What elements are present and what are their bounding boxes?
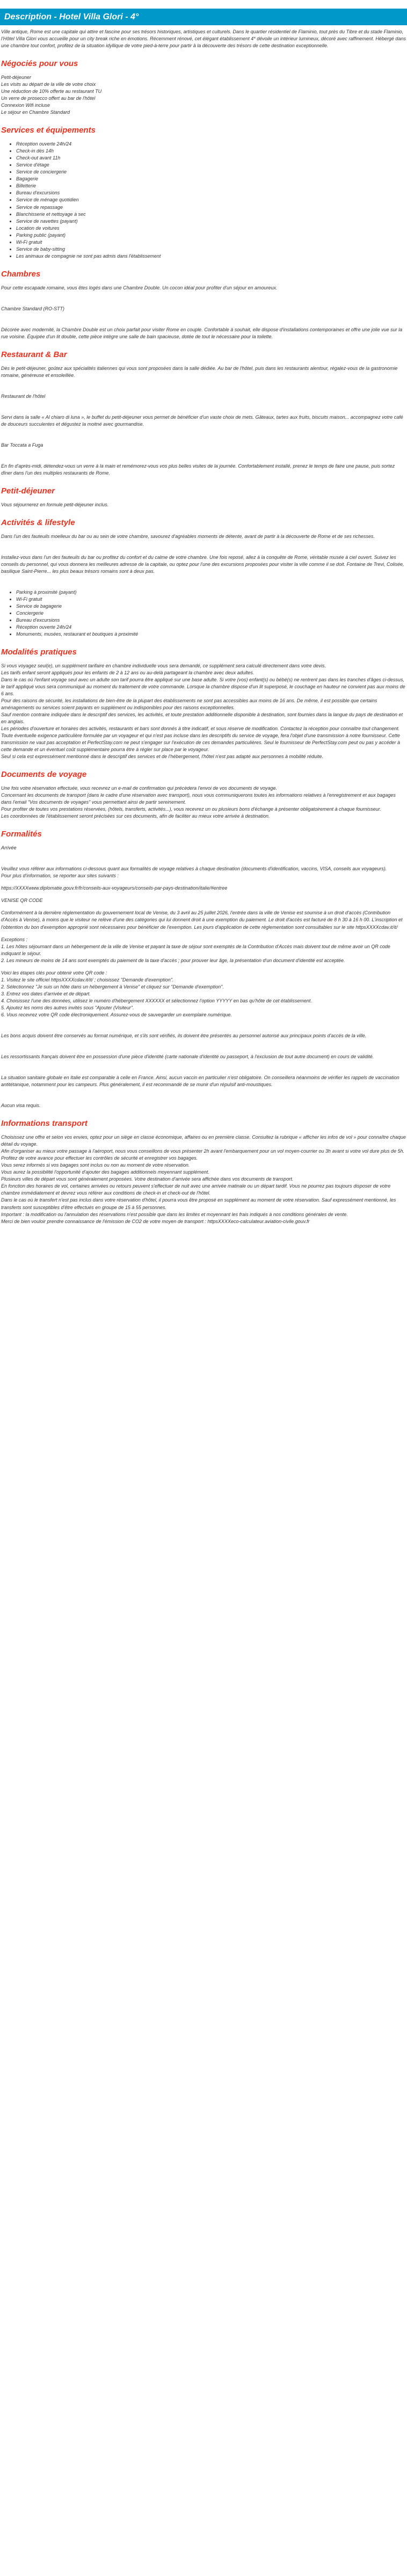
restaurant-subheading: Restaurant de l'hôtel bbox=[1, 393, 46, 399]
list-item: • Billetterie bbox=[16, 183, 406, 190]
heading-restaurant: Restaurant & Bar bbox=[1, 350, 67, 359]
formalites-text: Veuillez vous référer aux informations ci-dessous quant aux formalités de voyage relatives à chaque destination (documents d'identification, vaccins, VISA, conseils aux voyageurs). Pour plus d'information, se reporter aux sites suivants : bbox=[1, 866, 387, 879]
chambres-subheading: Chambre Standard (RO-STT) bbox=[1, 305, 65, 311]
modalites-text: Si vous voyagez seul(e), un supplément tarifaire en chambre individuelle vous sera demandé, ce supplément sera calculé directement dans votre devis. Les tarifs enfant seront appliqués pour les enfants de 2 à 12 ans ou au-delà partageant la chambre avec deux adultes. Dans le cas où l'enfant voyage seul avec un adulte son tarif pourra être appliqué sur une base adulte. Si votre (vos) enfant(s) ou bébé(s) ne rentrent pas dans les tranches d'âges ci-dessus, le tarif appliqué vous sera communiqué au moment du traitement de votre commande. Lorsque la chambre dispose d'un lit superposé, le couchage en hauteur ne convient pas aux moins de 6 ans. Pour des raisons de sécurité, les installations de bien-être de la plupart des établissements ne sont pas accessibles aux moins de 16 ans. De même, il est possible que certains aménagements ou services soient payants en supplément ou indisponibles pour des raisons exceptionnelles. Sauf mention contraire indiquée dans le descriptif des services, les activités, et toute prestation additionnelle disponible à destination, sont fournies dans la langue du pays de destination et en anglais. Les périodes d'ouverture et horaires des activités, restaurants et bars sont donnés à titre indicatif, et sous réserve de modification. Contactez la réception pour connaître tout changement. Toute éventuelle exigence particulière formulée par un voyageur et qui n'est pas incluse dans les descriptifs du service de voyage, fera l'objet d'une transmission à notre fournisseur. Cette transmission ne vaut pas acceptation et PerfectStay.com ne peut s'engager sur l'exécution de ces demandes particulières. Seul le fournisseur de PerfectStay.com peut ou pas y accéder à cette demande et un éventuel coût supplémentaire pourra être à régler sur place par le voyageur. Seul si cela est expressément mentionné dans le descriptif des services et de l'hébergement, l'hôtel n'est pas adapté aux personnes à mobilité réduite. bbox=[1, 663, 405, 760]
chambres-description: Décorée avec modernité, la Chambre Double est un choix parfait pour visiter Rome en couple. Confortable à souhait, elle dispose d'installations contemporaines et offre une jolie vue sur la rue voisine. Équipée d'un lit double, cette pièce intègre une salle de bain spacieuse, dotée de tout le nécessaire pour la toilette. bbox=[1, 326, 403, 339]
sanitary-text: La situation sanitaire globale en Italie est comparable à celle en France. Ainsi, aucun vaccin en particulier n'est obligatoire. On conseillera néanmoins de vérifier les rappels de vaccination antitétanique, notamment pour les campeurs. Plus généralement, il est recommandé de se munir d'un répulsif anti-moustiques. bbox=[1, 1075, 399, 1088]
documents-text: Une fois votre réservation effectuée, vous recevrez un e-mail de confirmation qui précèdera l'envoi de vos documents de voyage. Concernant les documents de transport (dans le cadre d'une réservation avec transport), nous vous communiquerons toutes les informations relatives à l'enregistrement et aux bagages dans l'email "Vos documents de voyages" vous permettant ainsi de partir sereinement. Pour profiter de toutes vos prestations réservées, (hôtels, transferts, activités...), vous recevrez un ou plusieurs bons d'échange à présenter obligatoirement à chaque fournisseur. Les coordonnées de l'établissement seront précisées sur ces documents, afin de faciliter au mieux votre arrivée à destination. bbox=[1, 785, 396, 819]
petit-dejeuner-text: Vous séjournerez en formule petit-déjeuner inclus. bbox=[1, 501, 109, 507]
venise-steps: Voici les étapes clés pour obtenir votre QR code : 1. Visitez le site officiel httpsXXXXcdav.it/it/ ; choisissez "Demande d'exemption". 2. Sélectionnez "Je suis un hôte dans un hébergement à Venise" et cliquez sur "Demande d'exemption". 3. Entrez vos dates d'arrivée et de départ. 4. Choisissez l'une des données, utilisez le numéro d'hébergement XXXXXX et sélectionnez l'option YYYYY en bas qu'hôte de cet établissement. 5. Ajoutez les noms des autres invités sous "Ajouter (Visiteur". 6. Vous recevrez votre QR code électroniquement. Assurez-vous de sauvegarder un exemplaire numérique. bbox=[1, 970, 312, 1018]
bar-description: En fin d'après-midi, détendez-vous un verre à la main et remémorez-vous vos plus belles visites de la journée. Confortablement installé, prenez le temps de faire une pause, puis sortez dîner dans l'un des multiples restaurants de Rome. bbox=[1, 463, 395, 476]
heading-petit-dejeuner: Petit-déjeuner bbox=[1, 486, 55, 496]
list-item: • Les animaux de compagnie ne sont pas admis dans l'établissement bbox=[16, 253, 406, 260]
negocies-line: Une réduction de 10% offerte au restaurant TU bbox=[1, 89, 102, 94]
list-item: • Monuments, musées, restaurant et boutiques à proximité bbox=[16, 631, 406, 638]
heading-modalites: Modalités pratiques bbox=[1, 647, 77, 657]
negocies-list bbox=[1, 74, 406, 116]
list-item: • Service de navettes (payant) bbox=[16, 218, 406, 225]
negocies-line: Connexion Wifi incluse bbox=[1, 103, 50, 108]
restaurant-description: Servi dans la salle « Al chiaro di luna », le buffet du petit-déjeuner vous permet de bénéficier d'un vaste choix de mets. Gâteaux, tartes aux fruits, biscuits maison... accompagnez votre café de douceurs succulentes et dégustez la moitné avec gourmandise. bbox=[1, 414, 403, 427]
list-item: • Conciergerie bbox=[16, 610, 406, 617]
list-item: • Wi-Fi gratuit bbox=[16, 596, 406, 603]
list-item: • Check-in dès 14h bbox=[16, 148, 406, 155]
page-title: Description - Hotel Villa Glori - 4° bbox=[0, 9, 407, 25]
list-item: • Service de baby-sitting bbox=[16, 246, 406, 253]
list-item: • Service de ménage quotidien bbox=[16, 197, 406, 203]
services-list bbox=[1, 141, 406, 260]
heading-documents: Documents de voyage bbox=[1, 770, 87, 780]
transport-text: Choisissez une offre et selon vos envies, optez pour un siège en classe économique, affaires ou en première classe. Consultez la rubrique « afficher les infos de vol » pour connaître chaque détail du voyage. Afin d'organiser au mieux votre passage à l'aéroport, nous vous conseillons de vous présenter 2h avant l'embarquement pour un vol moyen-courrier ou 3h avant si votre vol dure plus de 5h. Profitez de votre avance pour effectuer les contrôles de sécurité et enregistrer vos bagages. Vous serez informés si vos bagages sont inclus ou non au moment de votre réservation. Vous aurez la possibilité l'opportunité d'ajouter des bagages additionnels moyennant supplément. Plusieurs villes de départ vous sont généralement proposées. Votre destination d'arrivée sera affichée dans vos documents de transport. En fonction des horaires de vol, certaines arrivées ou retours peuvent s'effectuer de nuit avec une arrivée matinale ou un départ tardif. Vous ne pourrez pas toujours disposer de votre chambre immédiatement et devrez vous référer aux conditions de check-in et check-out de l'hôtel. Dans le cas où le transfert n'est pas inclus dans votre réservation d'hôtel, il pourra vous être proposé en supplément au moment de votre réservation. Sauf expressément mentionné, les transferts sont susceptibles d'être effectués en groupe de 15 à 55 personnes. Important : la modification ou l'annulation des réservations n'est possible que dans les limites et moyennant les frais indiqués à nos conditions générales de vente. Merci de bien vouloir prendre connaissance de l'émission de CO2 de votre moyen de transport : httpsXXXXeco-calculateur.aviation-civile.gouv.fr bbox=[1, 1134, 406, 1224]
bar-subheading: Bar Toccata a Fuga bbox=[1, 442, 43, 448]
activites-description: Installez-vous dans l'un des fauteuils du bar ou profitez du confort et du calme de votre chambre. Une fois reposé, allez à la conquête de Rome, véritable musée à ciel ouvert. Suivez les conseils du personnel, qui vous donnera les meilleures adresse de la capitale, ou optez pour l'une des excursions proposées pour visiter la ville comme il se doit. Fontaine de Trevi, Colisée, basilique Saint-Pierre... les plus beaux trésors romains sont à deux pas. bbox=[1, 554, 404, 574]
heading-formalites: Formalités bbox=[1, 829, 42, 839]
negocies-line: Le séjour en Chambre Standard bbox=[1, 110, 70, 115]
intro-text: Ville antique, Rome est une capitale qui attire et fascine pour ses trésors historiques, artistiques et culturels. Dans le quartier résidentiel de Flaminio, tout près du Tibre et du stade Flaminio, l'Hôtel Villa Glori vous accueille pour un city break riche en émotions. Récemment rénové, cet élégant établissement 4* dévoile un intérieur lumineux, décoré avec raffinement. Hébergé dans une chambre tout confort, profitez de la situation idyllique de votre pied-à-terre pour partir à la découverte des trésors de cette destination exceptionnelle. bbox=[1, 29, 406, 49]
list-item: • Service de conciergerie bbox=[16, 169, 406, 176]
list-item: • Bagagerie bbox=[16, 176, 406, 183]
chambres-text: Pour cette escapade romaine, vous êtes logés dans une Chambre Double. Un cocon idéal pour profiter d'un séjour en amoureux. bbox=[1, 285, 278, 290]
list-item: • Bureau d'excursions bbox=[16, 190, 406, 197]
list-item: • Service d'étage bbox=[16, 162, 406, 169]
heading-activites: Activités & lifestyle bbox=[1, 518, 75, 527]
visa-text: Aucun visa requis. bbox=[1, 1103, 41, 1109]
identity-text: Les ressortissants français doivent être en possession d'une pièce d'identité (carte nationale d'identité ou passeport, à l'exclusion de tout autre document) en cours de validité. bbox=[1, 1054, 374, 1060]
heading-services: Services et équipements bbox=[1, 126, 96, 135]
formalites-link[interactable]: https://XXXXwww.diplomatie.gouv.fr/fr/conseils-aux-voyageurs/conseils-par-pays-destination/italie/#entree bbox=[1, 885, 228, 891]
activites-list bbox=[1, 589, 406, 638]
list-item: • Réception ouverte 24h/24 bbox=[16, 624, 406, 631]
list-item: • Bureau d'excursions bbox=[16, 617, 406, 624]
list-item: • Wi-Fi gratuit bbox=[16, 239, 406, 246]
venise-subheading: VENISE QR CODE bbox=[1, 898, 43, 904]
list-item: • Réception ouverte 24h/24 bbox=[16, 141, 406, 148]
page bbox=[0, 0, 407, 1243]
list-item: • Parking public (payant) bbox=[16, 232, 406, 239]
heading-chambres: Chambres bbox=[1, 269, 41, 279]
negocies-line: Petit-déjeuner bbox=[1, 75, 32, 81]
negocies-line: Un verre de prosecco offert au bar de l'hôtel bbox=[1, 96, 96, 101]
venise-bons: Les bons acquis doivent être conservés au format numérique, et s'ils sont vérifiés, ils doivent être présentés au personnel autorisé aux principaux points d'accès de la ville. bbox=[1, 1033, 367, 1039]
venise-text: Conformément à la dernière réglementation du gouvernement local de Venise, du 3 avril au 25 juillet 2026, l'entrée dans la ville de Venise est soumise à un droit d'accès (Contribution d'Accès à Venise), à moins que le visiteur ne relève d'une des catégories qui lui donnent droit à une exemption du paiement. Le droit d'accès est facturé de 8 h 30 à 16 h 00. L'inscription et l'obtention du bon d'exemption approprié sont nécessaires pour bénéficier de l'exemption. Les jours d'application de cette réglementation sont consultables sur le site httpsXXXXcdav.it/it/ bbox=[1, 910, 403, 930]
description-content bbox=[0, 28, 407, 1225]
heading-transport: Informations transport bbox=[1, 1119, 88, 1129]
list-item: • Blanchisserie et nettoyage à sec bbox=[16, 211, 406, 218]
negocies-line: Les visits au départ de la ville de votre choix bbox=[1, 82, 96, 88]
list-item: • Service de repassage bbox=[16, 204, 406, 211]
formalites-subheading: Arrivée bbox=[1, 845, 17, 851]
heading-negocies: Négociés pour vous bbox=[1, 59, 78, 69]
activites-text: Dans l'un des fauteuils moelleux du bar ou au sein de votre chambre, savourez d'agréables moments de détente, avant de partir à la découverte de Rome et de ses richesses. bbox=[1, 533, 375, 539]
list-item: • Location de voitures bbox=[16, 225, 406, 232]
list-item: • Parking à proximité (payant) bbox=[16, 589, 406, 596]
venise-exceptions: Exceptions : 1. Les hôtes séjournant dans un hébergement de la ville de Venise et payant la taxe de séjour sont exemptés de la Contribution d'Accès mais doivent tout de même avoir un QR code indiquant le séjour. 2. Les mineurs de moins de 14 ans sont exemptés du paiement de la taxe d'accès ; pour prouver leur âge, la présentation d'un document d'identité est acceptée. bbox=[1, 936, 390, 963]
list-item: • Service de bagagerie bbox=[16, 603, 406, 610]
restaurant-text: Dès le petit-déjeuner, goûtez aux spécialités italiennes qui vous sont proposées dans la salle dédiée. Au bar de l'hôtel, puis dans les restaurants alentour, régalez-vous de la gastronomie romaine, généreuse et ensoleillée. bbox=[1, 365, 398, 378]
list-item: • Check-out avant 11h bbox=[16, 155, 406, 162]
